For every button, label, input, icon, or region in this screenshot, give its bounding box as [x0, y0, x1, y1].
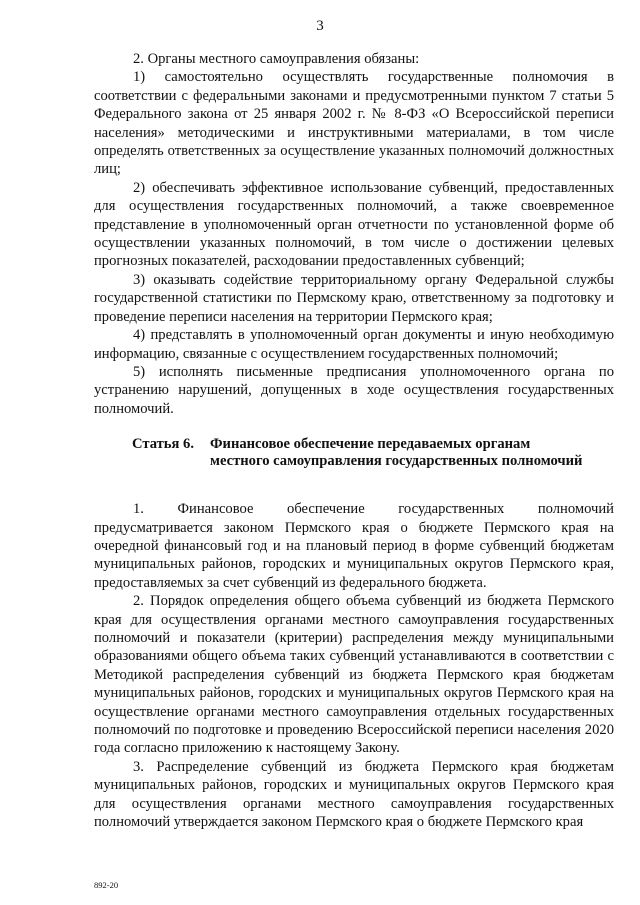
list-item-1: 1) самостоятельно осуществлять государственные полномочия в соответствии с федеральными законами и предусмотренными пунктом 7 статьи 5 Федерального закона от 25 января 2002 г. № 8-ФЗ «О Всероссийской переписи населения» методическими и инструктивными материалами, в том числе определять ответственных за осуществление указанных полномочий должностных лиц; [94, 69, 614, 178]
list-item-5: 5) исполнять письменные предписания уполномоченного органа по устранению нарушений, допущенных в ходе осуществления государственных полномочий. [94, 363, 614, 417]
document-code: 892-20 [94, 880, 119, 890]
page-number: 3 [316, 18, 324, 34]
article-paragraph-1: 1. Финансовое обеспечение государственных полномочий предусматривается законом Пермского края о бюджете Пермского края на очередной финансовый год и на плановый период в форме субвенций бюджетам муниципальных районов, городских и муниципальных округов Пермского края, предоставляемых за счет субвенций из федерального бюджета. [94, 501, 614, 591]
list-item-4: 4) представлять в уполномоченный орган документы и иную необходимую информацию, связанные с осуществлением государственных полномочий; [94, 327, 614, 362]
section-intro: 2. Органы местного самоуправления обязаны: [133, 51, 420, 67]
article-title-line2: местного самоуправления государственных полномочий [210, 453, 583, 470]
article-paragraph-3: 3. Распределение субвенций из бюджета Пермского края бюджетам муниципальных районов, городских и муниципальных округов Пермского края для осуществления органами местного самоуправления государственных полномочий утверждается законом Пермского края о бюджете Пермского края [94, 758, 614, 831]
article-number: Статья 6. [132, 436, 194, 453]
article-heading [132, 436, 614, 470]
list-item-2: 2) обеспечивать эффективное использование субвенций, предоставленных для осуществления государственных полномочий, а также своевременное представление в уполномоченный орган отчетности по установленной форме об осуществлении указанных полномочий, в том числе о достижении целевых прогнозных показателей, расходовании предоставленных субвенций; [94, 179, 614, 270]
document-body [94, 50, 614, 831]
article-paragraph-2: 2. Порядок определения общего объема субвенций из бюджета Пермского края для осуществления органами местного самоуправления государственных полномочий и показатели (критерии) распределения между муниципальными образованиями общего объема таких субвенций устанавливаются в соответствии с Методикой распределения субвенций из бюджета Пермского края бюджетам муниципальных районов, городских и муниципальных округов Пермского края на осуществление органами местного самоуправления отдельных государственных полномочий по подготовке и проведению Всероссийской переписи населения 2020 года согласно приложению к настоящему Закону. [94, 593, 614, 757]
list-item-3: 3) оказывать содействие территориальному органу Федеральной службы государственной статистики по Пермскому краю, ответственному за подготовку и проведение переписи населения на территории Пермского края; [94, 271, 614, 325]
article-title-line1: Финансовое обеспечение передаваемых органам [210, 436, 531, 453]
